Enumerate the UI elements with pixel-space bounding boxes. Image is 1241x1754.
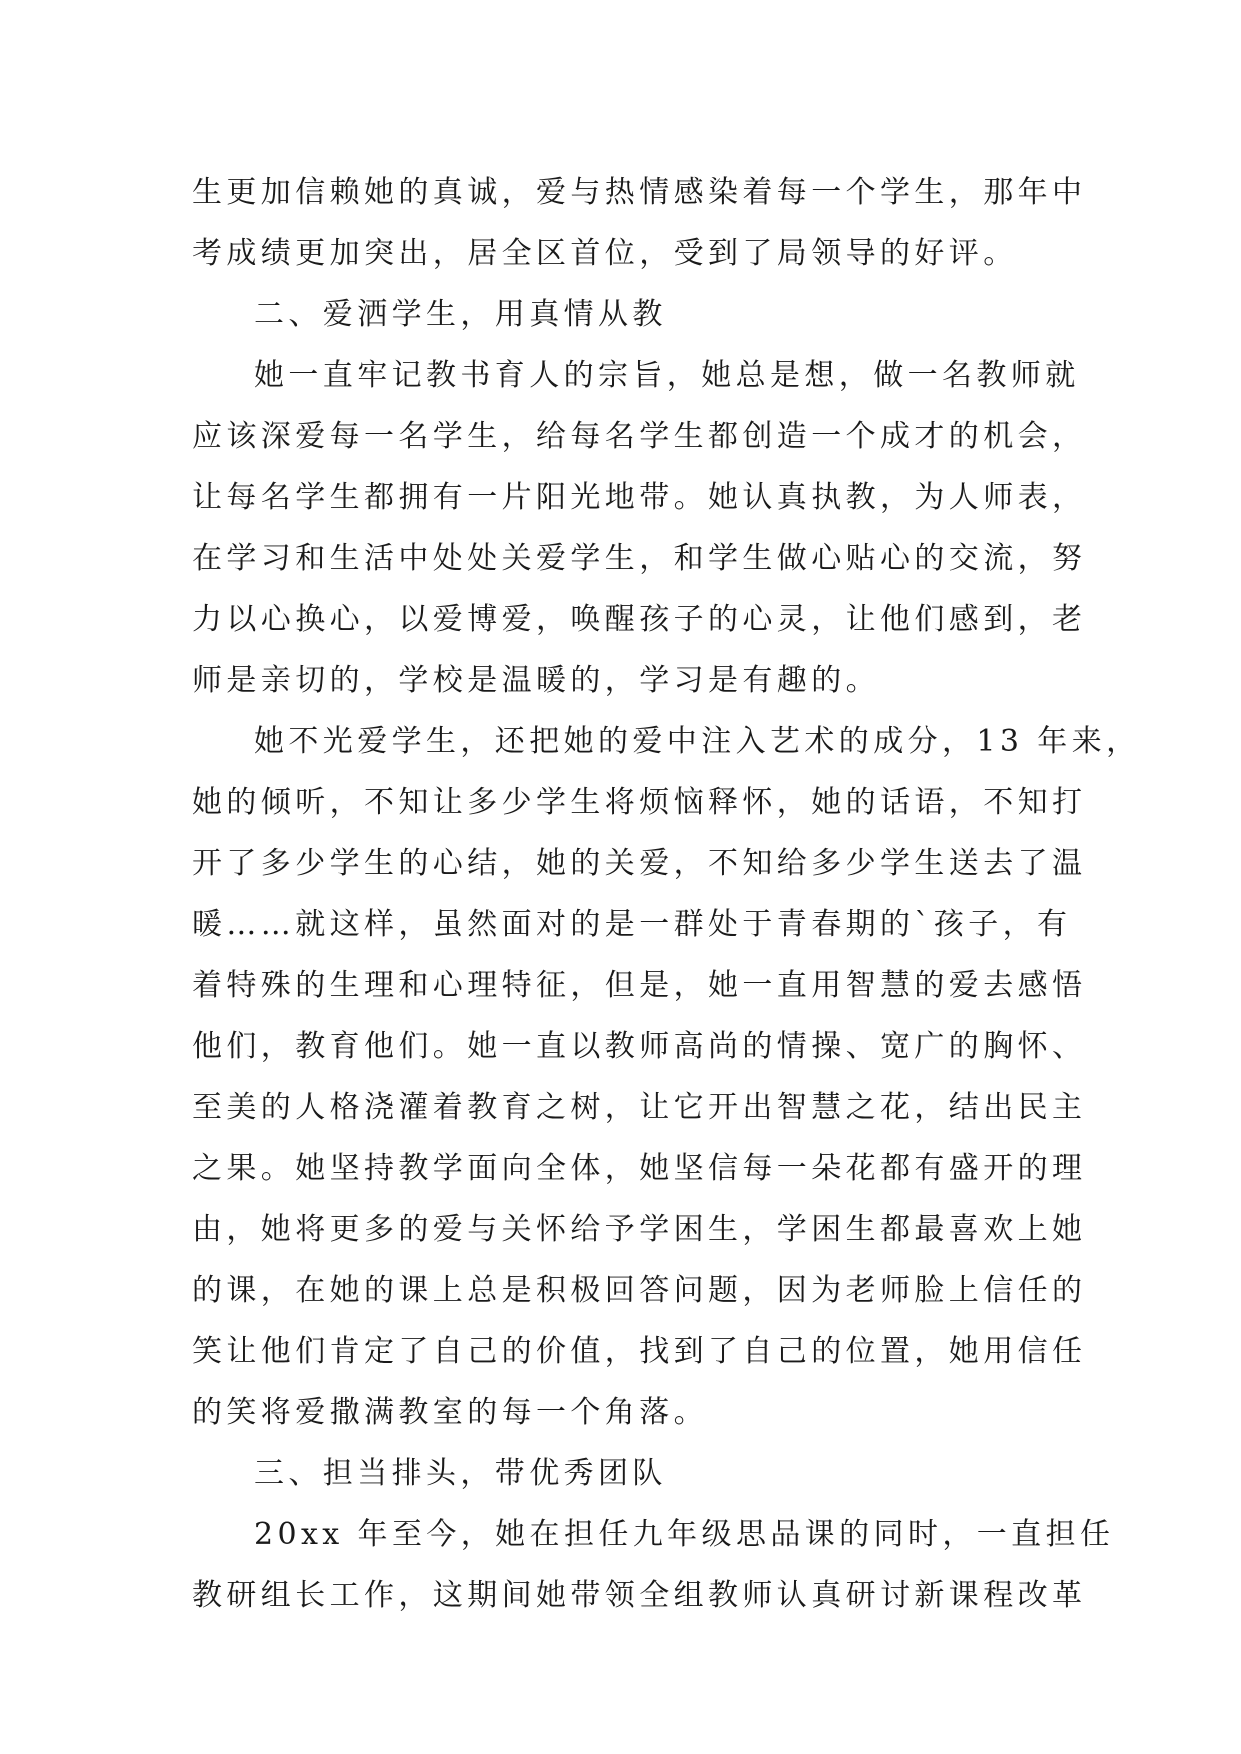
text-line-5: 应该深爱每一名学生，给每名学生都创造一个成才的机会， bbox=[192, 419, 1087, 454]
text-line-10: 她不光爱学生，还把她的爱中注入艺术的成分，13 年来， bbox=[254, 724, 1141, 759]
text-line-11: 她的倾听，不知让多少学生将烦恼释怀，她的话语，不知打 bbox=[192, 785, 1087, 820]
text-line-17: 之果。她坚持教学面向全体，她坚信每一朵花都有盛开的理 bbox=[192, 1151, 1087, 1186]
text-line-23: 20xx 年至今，她在担任九年级思品课的同时，一直担任 bbox=[254, 1517, 1115, 1552]
text-line-9: 师是亲切的，学校是温暖的，学习是有趣的。 bbox=[192, 663, 880, 698]
text-line-18: 由，她将更多的爱与关怀给予学困生，学困生都最喜欢上她 bbox=[192, 1212, 1087, 1247]
text-line-24: 教研组长工作，这期间她带领全组教师认真研讨新课程改革 bbox=[192, 1578, 1087, 1613]
section-heading-2: 二、爱洒学生，用真情从教 bbox=[254, 297, 667, 332]
section-heading-3: 三、担当排头，带优秀团队 bbox=[254, 1456, 667, 1491]
text-line-12: 开了多少学生的心结，她的关爱，不知给多少学生送去了温 bbox=[192, 846, 1087, 881]
text-line-13: 暖……就这样，虽然面对的是一群处于青春期的`孩子，有 bbox=[192, 907, 1072, 942]
text-line-8: 力以心换心，以爱博爱，唤醒孩子的心灵，让他们感到，老 bbox=[192, 602, 1087, 637]
text-line-6: 让每名学生都拥有一片阳光地带。她认真执教，为人师表， bbox=[192, 480, 1087, 515]
text-line-16: 至美的人格浇灌着教育之树，让它开出智慧之花，结出民主 bbox=[192, 1090, 1087, 1125]
text-line-21: 的笑将爱撒满教室的每一个角落。 bbox=[192, 1395, 708, 1430]
text-line-2: 考成绩更加突出，居全区首位，受到了局领导的好评。 bbox=[192, 236, 1018, 271]
text-line-1: 生更加信赖她的真诚，爱与热情感染着每一个学生，那年中 bbox=[192, 175, 1087, 210]
text-line-19: 的课，在她的课上总是积极回答问题，因为老师脸上信任的 bbox=[192, 1273, 1087, 1308]
text-line-15: 他们，教育他们。她一直以教师高尚的情操、宽广的胸怀、 bbox=[192, 1029, 1087, 1064]
document-body bbox=[192, 162, 1141, 1626]
text-line-14: 着特殊的生理和心理特征，但是，她一直用智慧的爱去感悟 bbox=[192, 968, 1087, 1003]
text-line-20: 笑让他们肯定了自己的价值，找到了自己的位置，她用信任 bbox=[192, 1334, 1087, 1369]
text-line-4: 她一直牢记教书育人的宗旨，她总是想，做一名教师就 bbox=[254, 358, 1080, 393]
text-line-7: 在学习和生活中处处关爱学生，和学生做心贴心的交流，努 bbox=[192, 541, 1087, 576]
